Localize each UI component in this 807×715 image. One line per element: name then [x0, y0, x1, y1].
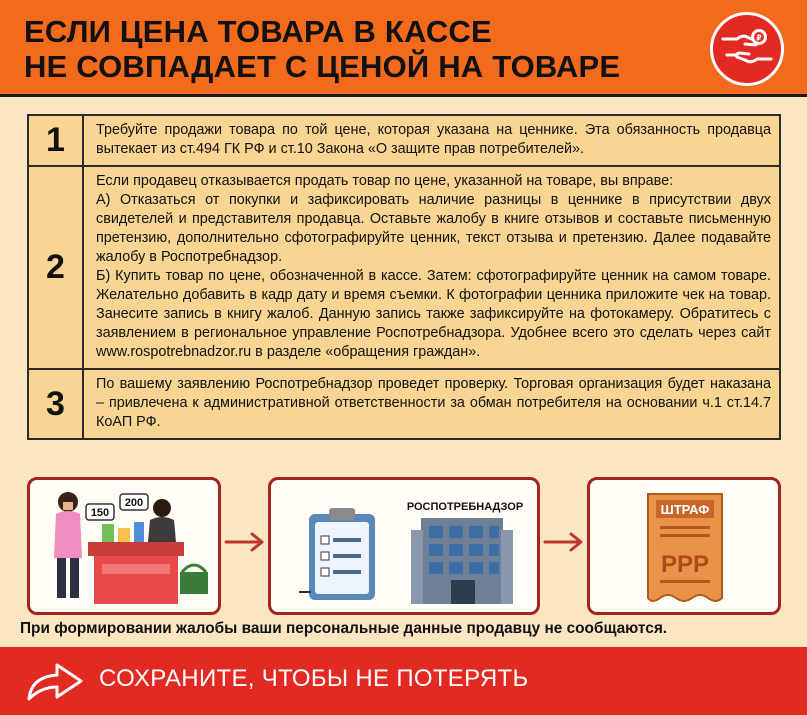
checkout-illustration-panel — [27, 477, 221, 615]
step-paragraph: Требуйте продажи товара по той цене, которая указана на ценнике. Эта обязанность продавца вытекает из ст.494 ГК РФ и ст.10 Закона «О защите прав потребителей». — [96, 122, 771, 157]
price-tag-2: 200 — [124, 497, 144, 509]
header-banner — [0, 0, 807, 97]
footer-banner — [0, 647, 807, 715]
privacy-note: При формировании жалобы ваши персональные данные продавцу не сообщаются. — [20, 620, 668, 637]
complaint-illustration-panel — [268, 477, 540, 615]
step-paragraph: А) Отказаться от покупки и зафиксировать наличие разницы в ценнике в присутствии двух свидетелей и представителя продавца. Оставьте жалобу в книге отзывов и составьте письменную претензию, дополнительно сфотографируйте ценник, текст отзыва и претензию. Далее подавайте жалобу в Роспотребнадзор. — [96, 192, 771, 265]
step-number: 3 — [29, 370, 84, 438]
arrow-right-icon — [543, 531, 585, 553]
step-row-3 — [29, 370, 779, 438]
fine-document-icon — [590, 480, 778, 612]
building-sign: РОСПОТРЕБНАДЗОР — [406, 501, 524, 513]
step-paragraph: Если продавец отказывается продать товар по цене, указанной на товаре, вы вправе: — [96, 173, 674, 189]
clipboard-checklist-icon — [299, 508, 375, 600]
price-tag-1: 150 — [90, 507, 110, 519]
title-line-2: НЕ СОВПАДАЕТ С ЦЕНОЙ НА ТОВАРЕ — [24, 49, 621, 84]
svg-text:₽: ₽ — [756, 33, 762, 43]
government-building-icon — [411, 518, 513, 604]
title-line-1: ЕСЛИ ЦЕНА ТОВАРА В КАССЕ — [24, 14, 492, 49]
fine-symbols: РРР — [660, 551, 710, 578]
step-text — [84, 167, 779, 368]
step-text — [84, 116, 779, 165]
save-reminder: СОХРАНИТЕ, ЧТОБЫ НЕ ПОТЕРЯТЬ — [99, 665, 529, 692]
hands-money-icon — [710, 12, 784, 86]
fine-title: ШТРАФ — [660, 502, 710, 517]
steps-table — [27, 114, 781, 440]
step-row-1 — [29, 116, 779, 167]
page-title — [24, 14, 620, 84]
step-number: 2 — [29, 167, 84, 368]
checkout-scene-icon — [30, 480, 218, 612]
step-paragraph: Б) Купить товар по цене, обозначенной в кассе. Затем: сфотографируйте ценник на самом товаре. Желательно добавить в кадр дату и время съемки. К фотографии ценника приложите чек на товар. Занесите запись в книгу жалоб. Данную запись также зафиксируйте на фотокамеру. Обратитесь с заявлением в региональное управление Роспотребнадзора. Удобнее всего это сделать через сайт www.rospotrebnadzor.ru в разделе «обращения граждан». — [96, 268, 771, 360]
fine-illustration-panel — [587, 477, 781, 615]
step-number: 1 — [29, 116, 84, 165]
step-paragraph: По вашему заявлению Роспотребнадзор проведет проверку. Торговая организация будет наказана – привлечена к административной ответственности за обман потребителя на основании ч.1 ст.14.7 КоАП РФ. — [96, 376, 771, 430]
share-arrow-icon[interactable] — [25, 659, 85, 703]
arrow-right-icon — [224, 531, 266, 553]
step-text — [84, 370, 779, 438]
step-row-2 — [29, 167, 779, 370]
